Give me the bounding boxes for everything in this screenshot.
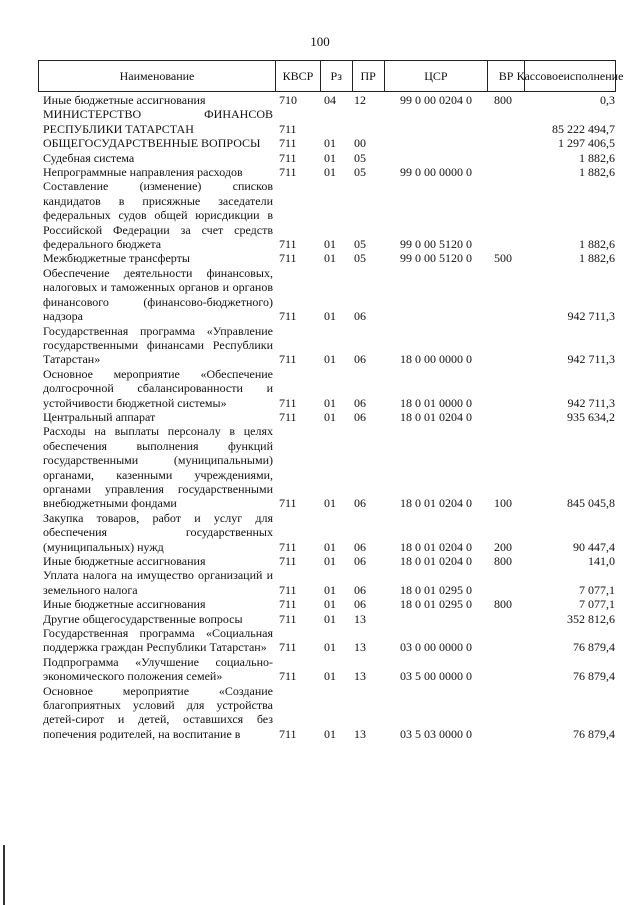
cell-pr: 13 [354,669,366,684]
page-number: 100 [310,34,330,49]
cell-rz: 01 [324,640,336,655]
cell-rz: 01 [324,409,336,424]
cell-pr: 06 [354,395,366,410]
cell-rz: 01 [324,597,336,612]
table-row [38,266,616,324]
table-row [38,107,616,136]
cell-rz: 01 [324,136,336,151]
cell-rz: 01 [324,539,336,554]
table-row [38,165,616,179]
cell-name: Подпрограмма «Улучшение социально-экономического положения семей» [43,654,273,684]
header-vr: ВР [487,61,524,91]
table-row [38,684,616,742]
cell-sum: 76 879,4 [573,669,615,684]
cell-name: Основное мероприятие «Обеспечение долгосрочной сбалансированности и устойчивости бюджетной системы» [43,366,273,410]
cell-csr: 18 0 01 0204 0 [400,496,472,511]
cell-name: Государственная программа «Управление государственными финансами Республики Татарстан» [43,323,273,367]
cell-pr: 06 [354,582,366,597]
cell-vr: 800 [494,597,512,612]
cell-name: Другие общегосударственные вопросы [43,611,243,626]
cell-name: Межбюджетные трансферты [43,251,190,266]
cell-sum: 1 297 406,5 [558,136,615,151]
table-row [38,568,616,597]
cell-name: Государственная программа «Социальная поддержка граждан Республики Татарстан» [43,626,273,655]
cell-kvsr: 711 [279,136,297,151]
cell-rz: 01 [324,726,336,741]
cell-csr: 18 0 01 0204 0 [400,539,472,554]
cell-name: Иные бюджетные ассигнования [43,554,206,568]
cell-rz: 01 [324,309,336,324]
cell-vr: 200 [494,539,512,554]
cell-kvsr: 711 [279,554,297,568]
cell-csr: 18 0 01 0204 0 [400,554,472,568]
cell-pr: 00 [354,136,366,151]
cell-name: МИНИСТЕРСТВО ФИНАНСОВ РЕСПУБЛИКИ ТАТАРСТАН [43,107,273,136]
cell-kvsr: 711 [279,582,297,597]
table-row [38,324,616,367]
cell-csr: 18 0 01 0295 0 [400,582,472,597]
table-body [38,93,616,741]
cell-sum: 942 711,3 [567,395,615,410]
cell-pr: 13 [354,640,366,655]
table-row [38,410,616,424]
cell-sum: 935 634,2 [567,409,615,424]
cell-kvsr: 711 [279,165,297,180]
table-header [38,60,624,92]
cell-csr: 18 0 00 0000 0 [400,352,472,367]
cell-csr: 03 5 00 0000 0 [400,669,472,684]
cell-rz: 01 [324,251,336,266]
table-row [38,424,616,510]
cell-sum: 85 222 494,7 [552,121,615,136]
header-sum-line1: Кассовое [516,68,564,83]
header-pr: ПР [352,61,384,91]
cell-sum: 90 447,4 [573,539,615,554]
cell-sum: 76 879,4 [573,726,615,741]
cell-csr: 18 0 01 0204 0 [400,409,472,424]
cell-kvsr: 710 [279,93,297,107]
cell-kvsr: 711 [279,669,297,684]
table-row [38,136,616,150]
cell-sum: 7 077,1 [579,582,615,597]
cell-pr: 06 [354,309,366,324]
cell-pr: 13 [354,726,366,741]
cell-kvsr: 711 [279,237,297,252]
cell-csr: 99 0 00 5120 0 [400,237,472,252]
cell-pr: 06 [354,409,366,424]
cell-kvsr: 711 [279,251,297,266]
table-row [38,511,616,554]
cell-sum: 942 711,3 [567,352,615,367]
page-edge-mark [3,845,5,905]
cell-name: Закупка товаров, работ и услуг для обеспечения государственных (муниципальных) нужд [43,510,273,554]
cell-pr: 05 [354,237,366,252]
cell-name: Иные бюджетные ассигнования [43,597,206,612]
cell-kvsr: 711 [279,539,297,554]
cell-sum: 1 882,6 [579,150,615,165]
header-rz: Рз [320,61,352,91]
cell-kvsr: 711 [279,726,297,741]
cell-rz: 01 [324,395,336,410]
cell-rz: 01 [324,611,336,626]
cell-rz: 04 [324,93,336,107]
cell-rz: 01 [324,150,336,165]
table-row [38,367,616,410]
cell-csr: 99 0 00 0000 0 [400,165,472,180]
table-row [38,597,616,611]
cell-pr: 06 [354,496,366,511]
cell-vr: 500 [494,251,512,266]
cell-pr: 13 [354,611,366,626]
cell-rz: 01 [324,554,336,568]
cell-pr: 05 [354,165,366,180]
cell-vr: 100 [494,496,512,511]
cell-csr: 99 0 00 0204 0 [400,93,472,107]
table-row [38,93,616,107]
table-row [38,626,616,655]
table-row [38,251,616,265]
cell-kvsr: 711 [279,121,297,136]
cell-rz: 01 [324,496,336,511]
cell-name: Основное мероприятие «Создание благоприятных условий для устройства детей-сирот и детей, оставшихся без попечения родителей, на воспитание в [43,683,273,741]
cell-kvsr: 711 [279,640,297,655]
cell-csr: 03 5 03 0000 0 [400,726,472,741]
cell-name: Иные бюджетные ассигнования [43,93,206,107]
cell-kvsr: 711 [279,395,297,410]
cell-sum: 942 711,3 [567,309,615,324]
table-row [38,151,616,165]
cell-csr: 03 0 00 0000 0 [400,640,472,655]
table-row [38,612,616,626]
cell-csr: 18 0 01 0000 0 [400,395,472,410]
cell-name: Расходы на выплаты персоналу в целях обеспечения выполнения функций государственными (муниципальными) органами, казенными учреждениями, органами управления государственными внебюджетными фондами [43,424,273,511]
cell-pr: 05 [354,150,366,165]
cell-rz: 01 [324,237,336,252]
cell-pr: 05 [354,251,366,266]
cell-sum: 141,0 [588,554,615,568]
header-sum [516,61,624,91]
cell-kvsr: 711 [279,611,297,626]
cell-pr: 06 [354,597,366,612]
table-row [38,655,616,684]
cell-sum: 76 879,4 [573,640,615,655]
cell-kvsr: 711 [279,496,297,511]
cell-csr: 99 0 00 5120 0 [400,251,472,266]
cell-kvsr: 711 [279,409,297,424]
table-row [38,179,616,251]
cell-name: Составление (изменение) списков кандидатов в присяжные заседатели федеральных судов общей юрисдикции в Российской Федерации за счет средств федерального бюджета [43,179,273,252]
cell-sum: 7 077,1 [579,597,615,612]
header-kvsr: КВСР [275,61,320,91]
cell-kvsr: 711 [279,309,297,324]
cell-pr: 06 [354,554,366,568]
cell-name: Обеспечение деятельности финансовых, налоговых и таможенных органов и органов финансового (финансово-бюджетного) надзора [43,265,273,324]
cell-rz: 01 [324,165,336,180]
cell-rz: 01 [324,352,336,367]
cell-kvsr: 711 [279,597,297,612]
table-row [38,554,616,568]
cell-vr: 800 [494,554,512,568]
cell-name: Судебная система [43,150,135,165]
cell-rz: 01 [324,669,336,684]
cell-pr: 12 [354,93,366,107]
header-csr: ЦСР [384,61,488,91]
cell-pr: 06 [354,539,366,554]
cell-vr: 800 [494,93,512,107]
cell-sum: 0,3 [600,93,615,107]
cell-sum: 1 882,6 [579,251,615,266]
cell-name: Центральный аппарат [43,409,156,424]
cell-csr: 18 0 01 0295 0 [400,597,472,612]
cell-sum: 845 045,8 [567,496,615,511]
header-name: Наименование [119,68,195,83]
cell-name: Непрограммные направления расходов [43,165,243,180]
cell-name: Уплата налога на имущество организаций и земельного налога [43,568,273,597]
cell-sum: 1 882,6 [579,165,615,180]
cell-kvsr: 711 [279,150,297,165]
cell-name: ОБЩЕГОСУДАРСТВЕННЫЕ ВОПРОСЫ [43,136,261,151]
cell-sum: 1 882,6 [579,237,615,252]
cell-rz: 01 [324,582,336,597]
cell-sum: 352 812,6 [567,611,615,626]
header-sum-line2: исполнение [563,68,624,83]
cell-kvsr: 711 [279,352,297,367]
cell-pr: 06 [354,352,366,367]
